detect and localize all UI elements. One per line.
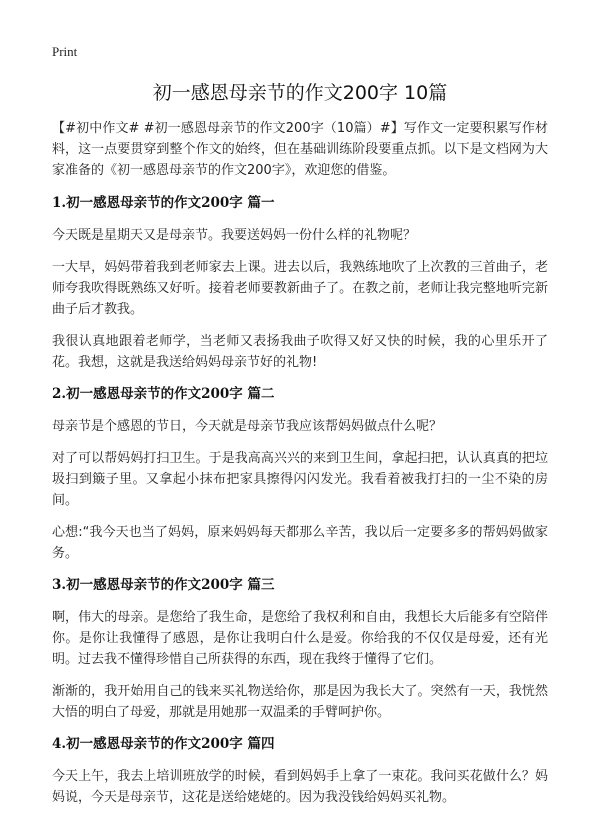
section-3 bbox=[52, 575, 548, 723]
intro-paragraph: 【#初中作文# #初一感恩母亲节的作文200字（10篇）#】写作文一定要积累写作材料，这一点要贯穿到整个作文的始终，但在基础训练阶段要重点抓。以下是文档网为大家准备的《初一感恩母亲节的作文200字》，欢迎您的借鉴。 bbox=[52, 121, 548, 178]
print-link[interactable]: Print bbox=[52, 44, 78, 59]
paragraph: 渐渐的，我开始用自己的钱来买礼物送给你，那是因为我长大了。突然有一天，我恍然大悟的明白了母爱，那就是用她那一双温柔的手臂呵护你。 bbox=[52, 684, 548, 720]
paragraph: 啊，伟大的母亲。是您给了我生命，是您给了我权利和自由，我想长大后能多有空陪伴你。是你让我懂得了感恩，是你让我明白什么是爱。你给我的不仅仅是母爱，还有光明。过去我不懂得珍惜自己所获得的东西，现在我终于懂得了它们。 bbox=[52, 610, 548, 667]
paragraph: 对了可以帮妈妈打扫卫生。于是我高高兴兴的来到卫生间，拿起扫把，认认真真的把垃圾扫到簸子里。又拿起小抹布把家具擦得闪闪发光。我看着被我打扫的一尘不染的房间。 bbox=[52, 451, 548, 508]
paragraph: 一大早，妈妈带着我到老师家去上课。进去以后，我熟练地吹了上次教的三首曲子，老师夸我吹得既熟练又好听。接着老师要教新曲子了。在教之前，老师让我完整地听完新曲子后才教我。 bbox=[52, 260, 548, 317]
section-4 bbox=[52, 734, 548, 808]
section-heading: 1.初一感恩母亲节的作文200字 篇一 bbox=[52, 195, 275, 211]
article-body bbox=[52, 118, 548, 819]
paragraph: 心想:“我今天也当了妈妈，原来妈妈每天都那么辛苦，我以后一定要多多的帮妈妈做家务。 bbox=[52, 525, 548, 561]
paragraph: 母亲节是个感恩的节日，今天就是母亲节我应该帮妈妈做点什么呢？ bbox=[52, 419, 443, 434]
paragraph: 今天既是星期天又是母亲节。我要送妈妈一份什么样的礼物呢？ bbox=[52, 228, 417, 243]
section-heading: 3.初一感恩母亲节的作文200字 篇三 bbox=[52, 577, 275, 593]
paragraph: 今天上午，我去上培训班放学的时候，看到妈妈手上拿了一束花。我问买花做什么？妈妈说，今天是母亲节，这花是送给姥姥的。因为我没钱给妈妈买礼物。 bbox=[52, 769, 548, 805]
page-title: 初一感恩母亲节的作文200字 10篇 bbox=[152, 82, 448, 104]
section-1 bbox=[52, 193, 548, 373]
section-heading: 2.初一感恩母亲节的作文200字 篇二 bbox=[52, 386, 275, 402]
section-2 bbox=[52, 384, 548, 564]
section-heading: 4.初一感恩母亲节的作文200字 篇四 bbox=[52, 736, 275, 752]
paragraph: 我很认真地跟着老师学，当老师又表扬我曲子吹得又好又快的时候，我的心里乐开了花。我想，这就是我送给妈妈母亲节好的礼物! bbox=[52, 334, 548, 370]
